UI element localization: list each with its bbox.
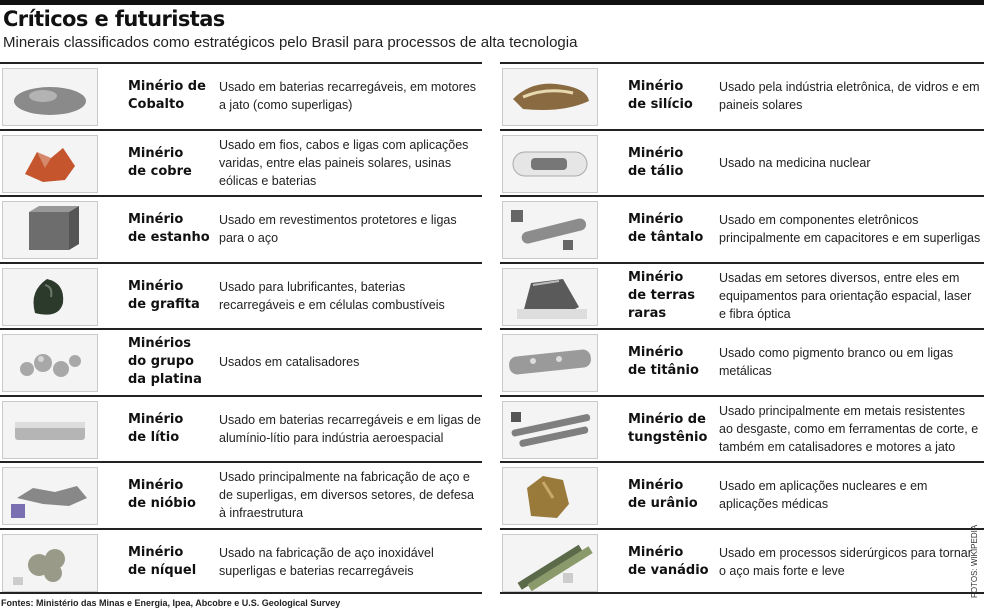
left-column bbox=[0, 62, 482, 594]
mineral-row bbox=[0, 328, 482, 395]
cobalt-ore-icon bbox=[2, 68, 98, 126]
niobium-crystal-icon bbox=[2, 467, 98, 525]
mineral-name: Minério de grafita bbox=[128, 278, 200, 312]
mineral-description: Usado em aplicações nucleares e em aplicações médicas bbox=[719, 479, 928, 511]
platinum-nuggets-icon bbox=[2, 334, 98, 392]
mineral-name: Minério de titânio bbox=[628, 345, 699, 378]
page-title: Críticos e futuristas bbox=[3, 7, 225, 31]
mineral-name: Minério de estanho bbox=[128, 212, 210, 245]
mineral-name: Minério de silício bbox=[628, 79, 693, 112]
mineral-name: Minério de tálio bbox=[628, 145, 684, 179]
nickel-nodules-icon bbox=[2, 534, 98, 592]
mineral-row bbox=[0, 395, 482, 462]
mineral-description: Usadas em setores diversos, entre eles em equipamentos para orientação espacial, laser e fibra óptica bbox=[719, 270, 972, 321]
mineral-description: Usado na medicina nuclear bbox=[719, 155, 871, 170]
mineral-row bbox=[0, 62, 482, 129]
tantalum-rod-icon bbox=[502, 201, 598, 259]
mineral-row bbox=[500, 461, 984, 528]
mineral-description: Usado em processos siderúrgicos para tornar o aço mais forte e leve bbox=[719, 545, 972, 578]
mineral-description: Usado em baterias recarregáveis e em ligas de alumínio-lítio para indústria aeroespacial bbox=[219, 412, 481, 445]
mineral-name: Minério de terras raras bbox=[628, 269, 696, 321]
mineral-description: Usado para lubrificantes, baterias recarregáveis e em células combustíveis bbox=[219, 279, 445, 312]
thallium-ampoule-icon bbox=[502, 135, 598, 193]
mineral-row bbox=[500, 395, 984, 462]
mineral-description: Usado principalmente na fabricação de aço e de superligas, em diversos setores, de defesa à infraestrutura bbox=[219, 470, 474, 520]
mineral-name: Minério de níquel bbox=[128, 544, 197, 578]
mineral-row bbox=[0, 461, 482, 528]
mineral-row bbox=[0, 129, 482, 196]
silicon-chunk-icon bbox=[502, 68, 598, 126]
tin-cube-icon bbox=[2, 201, 98, 259]
mineral-row bbox=[500, 195, 984, 262]
mineral-row bbox=[0, 195, 482, 262]
mineral-description: Usado principalmente em metais resistentes ao desgaste, como em ferramentas de corte, e também em catalisadores e motores a jato bbox=[719, 403, 979, 454]
mineral-description: Usados em catalisadores bbox=[219, 355, 360, 369]
mineral-description: Usado como pigmento branco ou em ligas metálicas bbox=[719, 346, 954, 378]
mineral-description: Usado em baterias recarregáveis, em motores a jato (como superligas) bbox=[219, 80, 477, 112]
mineral-row bbox=[500, 62, 984, 129]
mineral-name: Minério de tungstênio bbox=[628, 411, 708, 445]
mineral-description: Usado em revestimentos protetores e ligas para o aço bbox=[219, 213, 457, 245]
mineral-description: Usado em fios, cabos e ligas com aplicações varidas, entre elas paineis solares, usinas eólicas e baterias bbox=[219, 137, 469, 188]
mineral-description: Usado em componentes eletrônicos principalmente em capacitores e em superligas bbox=[719, 213, 981, 245]
mineral-name: Minério de vanádio bbox=[628, 544, 709, 578]
mineral-name: Minério de urânio bbox=[628, 478, 698, 511]
top-rule bbox=[0, 0, 984, 5]
copper-ore-icon bbox=[2, 135, 98, 193]
mineral-description: Usado na fabricação de aço inoxidável superligas e baterias recarregáveis bbox=[219, 545, 434, 578]
mineral-description: Usado pela indústria eletrônica, de vidros e em paineis solares bbox=[719, 80, 980, 112]
photo-credit: FOTOS: WIKIPEDIA bbox=[970, 524, 979, 598]
mineral-row bbox=[0, 262, 482, 329]
mineral-name: Minérios do grupo da platina bbox=[128, 336, 202, 387]
mineral-row bbox=[500, 262, 984, 329]
mineral-row bbox=[500, 528, 984, 595]
rare-earth-icon bbox=[502, 268, 598, 326]
lithium-bar-icon bbox=[2, 401, 98, 459]
mineral-row bbox=[500, 328, 984, 395]
right-column bbox=[500, 62, 984, 594]
mineral-row bbox=[500, 129, 984, 196]
tungsten-rods-icon bbox=[502, 401, 598, 459]
uranium-ore-icon bbox=[502, 467, 598, 525]
mineral-name: Minério de cobre bbox=[128, 145, 192, 179]
mineral-row bbox=[0, 528, 482, 595]
mineral-name: Minério de Cobalto bbox=[128, 79, 206, 112]
sources-footer: Fontes: Ministério das Minas e Energia, Ipea, Abcobre e U.S. Geological Survey bbox=[1, 598, 341, 608]
graphite-ore-icon bbox=[2, 268, 98, 326]
page-subtitle: Minerais classificados como estratégicos pelo Brasil para processos de alta tecnologia bbox=[3, 34, 578, 51]
titanium-crystal-bar-icon bbox=[502, 334, 598, 392]
mineral-name: Minério de tântalo bbox=[628, 212, 704, 245]
mineral-name: Minério de lítio bbox=[128, 411, 184, 445]
mineral-name: Minério de nióbio bbox=[128, 478, 196, 511]
vanadium-bars-icon bbox=[502, 534, 598, 592]
